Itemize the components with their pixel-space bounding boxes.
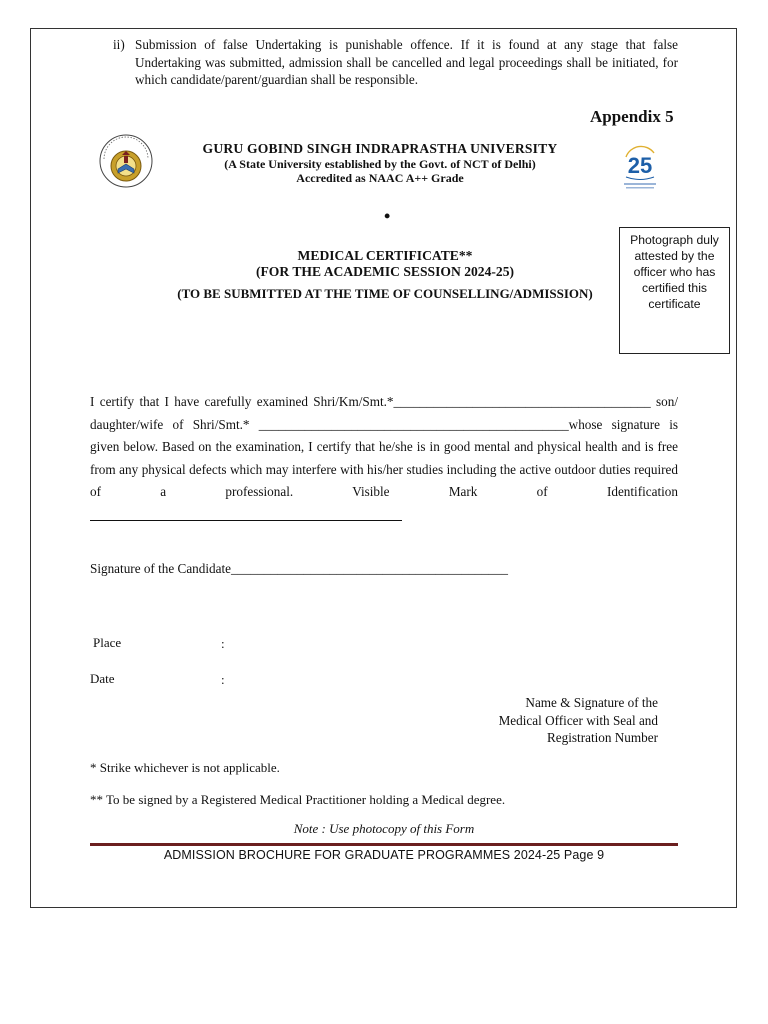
officer-line2: Medical Officer with Seal and [498, 712, 658, 728]
clause-text: Submission of false Undertaking is punishable offence. If it is found at any stage that false Undertaking was submitted, admission shall be cancelled and legal proceedings shall be initiated, for which candidate/parent/guardian shall be responsible. [135, 37, 678, 87]
university-header [170, 140, 590, 185]
undertaking-clause [113, 36, 678, 89]
date-label: Date [90, 671, 115, 686]
university-accreditation: Accredited as NAAC A++ Grade [296, 171, 464, 185]
certify-line2: son/ daughter/wife of Shri/Smt.* [90, 394, 678, 432]
date-colon: : [221, 672, 225, 687]
candidate-signature-field [90, 561, 508, 577]
bullet-mark: • [384, 206, 391, 226]
emblem-number: 25 [627, 153, 653, 178]
silver-jubilee-emblem [612, 141, 668, 195]
certificate-session: (FOR THE ACADEMIC SESSION 2024-25) [255, 264, 515, 279]
certify-rest: signature is given below. Based on the examination, I certify that he/she is in good mental and physical health and is free from any physical defects which may interfere with his/her studies including the active outdoor duties required of a professional. Visible Mark of Identification [90, 416, 679, 499]
page-footer: ADMISSION BROCHURE FOR GRADUATE PROGRAMMES 2024-25 Page 9 [163, 848, 605, 862]
photocopy-note: Note : Use photocopy of this Form [293, 821, 475, 836]
certificate-heading [150, 248, 620, 302]
footer-rule [90, 843, 678, 846]
university-subtitle: (A State University established by the Govt. of NCT of Delhi) [224, 157, 536, 171]
candidate-name-blank[interactable]: _______________________________________ [393, 394, 651, 409]
photograph-box [619, 227, 730, 354]
place-colon: : [221, 636, 225, 651]
officer-line3: Registration Number [547, 730, 658, 745]
certificate-instruction: (TO BE SUBMITTED AT THE TIME OF COUNSELLING/ADMISSION) [177, 286, 593, 301]
strike-note: * Strike whichever is not applicable. [90, 760, 280, 775]
university-name: GURU GOBIND SINGH INDRAPRASTHA UNIVERSITY [202, 141, 558, 156]
candidate-signature-blank[interactable]: __________________________________________ [231, 561, 508, 576]
place-label: Place [93, 635, 122, 650]
certification-paragraph [90, 391, 678, 504]
certify-line1: I certify that I have carefully examined Shri/Km/Smt.* [90, 394, 394, 409]
medical-practitioner-note: ** To be signed by a Registered Medical Practitioner holding a Medical degree. [90, 792, 506, 807]
medical-officer-signature-block [470, 694, 658, 747]
candidate-signature-label: Signature of the Candidate [90, 561, 231, 576]
photograph-box-text: Photograph duly attested by the officer who has certified this certificate [630, 233, 719, 311]
parent-name-blank[interactable]: _______________________________________________ [258, 416, 569, 432]
certificate-title: MEDICAL CERTIFICATE** [297, 248, 473, 263]
university-seal-logo [98, 133, 154, 189]
appendix-label: Appendix 5 [590, 107, 674, 126]
clause-number: ii) [113, 37, 125, 52]
officer-line1: Name & Signature of the [525, 695, 658, 710]
certify-line2-suffix: whose [568, 416, 603, 432]
identification-mark-blank[interactable] [90, 507, 402, 521]
